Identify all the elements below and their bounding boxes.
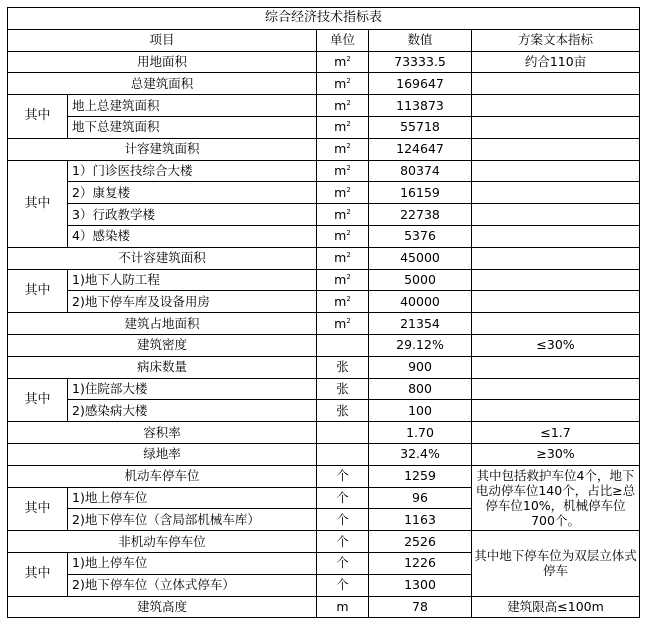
unit-cell: 张 — [317, 378, 369, 400]
unit-superscript: 2 — [346, 142, 351, 151]
table-row — [8, 291, 640, 313]
unit-superscript: 2 — [346, 163, 351, 172]
unit-superscript: 2 — [346, 294, 351, 303]
qizhong-label: 其中 — [8, 160, 68, 247]
row-label: 2)地下停车位（含局部机械车库） — [68, 509, 317, 531]
table-row — [8, 247, 640, 269]
table-row — [8, 95, 640, 117]
unit-superscript: 2 — [346, 76, 351, 85]
unit-cell — [317, 443, 369, 465]
unit-superscript: 2 — [346, 272, 351, 281]
value-cell: 2526 — [369, 531, 472, 553]
table-row — [8, 422, 640, 444]
value-cell: 900 — [369, 356, 472, 378]
value-cell: 169647 — [369, 73, 472, 95]
table-row — [8, 182, 640, 204]
note-cell — [472, 95, 640, 117]
unit-cell: 个 — [317, 509, 369, 531]
value-cell: 800 — [369, 378, 472, 400]
note-cell-bike: 其中地下停车位为双层立体式停车 — [472, 531, 640, 596]
value-cell: 5000 — [369, 269, 472, 291]
value-cell: 29.12% — [369, 334, 472, 356]
value-cell: 113873 — [369, 95, 472, 117]
row-label: 1)地下人防工程 — [68, 269, 317, 291]
unit-superscript: 2 — [346, 316, 351, 325]
row-label: 2）康复楼 — [68, 182, 317, 204]
row-label: 建筑密度 — [8, 334, 317, 356]
table-row — [8, 313, 640, 335]
value-cell: 55718 — [369, 116, 472, 138]
unit-cell: 个 — [317, 574, 369, 596]
row-label: 3）行政教学楼 — [68, 204, 317, 226]
unit-cell: $m^2$ — [317, 291, 369, 313]
table-row — [8, 596, 640, 618]
unit-superscript: 2 — [346, 251, 351, 259]
header-row — [8, 29, 640, 51]
indicator-table-wrapper — [7, 7, 640, 618]
table-row — [8, 73, 640, 95]
table-row — [8, 269, 640, 291]
unit-cell: $m^2$ — [317, 247, 369, 269]
row-label: 地下总建筑面积 — [68, 116, 317, 138]
note-cell — [472, 116, 640, 138]
value-cell: 5376 — [369, 225, 472, 247]
value-cell: 96 — [369, 487, 472, 509]
note-cell — [472, 378, 640, 400]
value-cell: 16159 — [369, 182, 472, 204]
unit-cell: $m^2$ — [317, 225, 369, 247]
unit-cell: 个 — [317, 465, 369, 487]
value-cell: 80374 — [369, 160, 472, 182]
value-cell: 22738 — [369, 204, 472, 226]
unit-cell: 个 — [317, 552, 369, 574]
value-cell: 1259 — [369, 465, 472, 487]
value-cell: 73333.5 — [369, 51, 472, 73]
value-cell: 40000 — [369, 291, 472, 313]
row-label: 建筑占地面积 — [8, 313, 317, 335]
table-row — [8, 356, 640, 378]
value-cell: 1.70 — [369, 422, 472, 444]
unit-cell: 张 — [317, 356, 369, 378]
note-cell — [472, 204, 640, 226]
note-cell: ≤1.7 — [472, 422, 640, 444]
row-label: 1)地上停车位 — [68, 487, 317, 509]
note-cell — [472, 138, 640, 160]
note-cell — [472, 225, 640, 247]
table-row — [8, 138, 640, 160]
unit-cell: $m^2$ — [317, 204, 369, 226]
qizhong-label: 其中 — [8, 552, 68, 596]
value-cell: 78 — [369, 596, 472, 618]
row-label: 2)感染病大楼 — [68, 400, 317, 422]
unit-cell: 个 — [317, 531, 369, 553]
header-unit: 单位 — [317, 29, 369, 51]
row-label: 非机动车停车位 — [8, 531, 317, 553]
value-cell: 1226 — [369, 552, 472, 574]
note-cell — [472, 269, 640, 291]
table-row — [8, 116, 640, 138]
row-label: 用地面积 — [8, 51, 317, 73]
unit-cell: $m^2$ — [317, 51, 369, 73]
unit-cell: $m^2$ — [317, 73, 369, 95]
unit-cell: $m^2$ — [317, 138, 369, 160]
row-label: 容积率 — [8, 422, 317, 444]
row-label: 2)地下停车库及设备用房 — [68, 291, 317, 313]
note-cell — [472, 160, 640, 182]
table-row — [8, 334, 640, 356]
row-label: 4）感染楼 — [68, 225, 317, 247]
unit-superscript: 2 — [346, 229, 351, 238]
unit-cell: $m^2$ — [317, 313, 369, 335]
indicator-table — [7, 7, 640, 618]
unit-cell: $m^2$ — [317, 182, 369, 204]
qizhong-label: 其中 — [8, 269, 68, 313]
value-cell: 45000 — [369, 247, 472, 269]
table-row — [8, 400, 640, 422]
note-cell: 建筑限高≤100m — [472, 596, 640, 618]
row-label: 建筑高度 — [8, 596, 317, 618]
unit-cell: $m^2$ — [317, 95, 369, 117]
title-row — [8, 8, 640, 30]
note-cell — [472, 247, 640, 269]
unit-cell: 个 — [317, 487, 369, 509]
note-cell — [472, 182, 640, 204]
unit-cell — [317, 334, 369, 356]
note-cell: ≥30% — [472, 443, 640, 465]
note-cell — [472, 313, 640, 335]
table-row — [8, 378, 640, 400]
unit-superscript: 2 — [346, 207, 351, 216]
table-row — [8, 531, 640, 553]
table-row — [8, 51, 640, 73]
table-row — [8, 225, 640, 247]
row-label: 不计容建筑面积 — [8, 247, 317, 269]
header-value: 数值 — [369, 29, 472, 51]
row-label: 地上总建筑面积 — [68, 95, 317, 117]
unit-superscript: 2 — [346, 120, 351, 129]
note-cell-parking: 其中包括救护车位4个，地下电动停车位140个，占比≥总停车位10%，机械停车位700个。 — [472, 465, 640, 530]
qizhong-label: 其中 — [8, 487, 68, 531]
header-note: 方案文本指标 — [472, 29, 640, 51]
table-row — [8, 160, 640, 182]
qizhong-label: 其中 — [8, 378, 68, 422]
unit-cell: $m^2$ — [317, 160, 369, 182]
note-cell — [472, 400, 640, 422]
qizhong-label: 其中 — [8, 95, 68, 139]
row-label: 2)地下停车位（立体式停车） — [68, 574, 317, 596]
table-title: 综合经济技术指标表 — [8, 8, 640, 30]
unit-superscript: 2 — [346, 98, 351, 107]
table-row — [8, 465, 640, 487]
row-label: 绿地率 — [8, 443, 317, 465]
table-row — [8, 443, 640, 465]
unit-cell: 张 — [317, 400, 369, 422]
unit-superscript: 2 — [346, 185, 351, 194]
note-cell: 约合110亩 — [472, 51, 640, 73]
value-cell: 21354 — [369, 313, 472, 335]
row-label: 1)地上停车位 — [68, 552, 317, 574]
note-cell — [472, 356, 640, 378]
unit-cell: m — [317, 596, 369, 618]
unit-superscript: 2 — [346, 54, 351, 63]
row-label: 病床数量 — [8, 356, 317, 378]
row-label: 计容建筑面积 — [8, 138, 317, 160]
note-cell — [472, 73, 640, 95]
unit-cell: $m^2$ — [317, 116, 369, 138]
unit-cell — [317, 422, 369, 444]
value-cell: 124647 — [369, 138, 472, 160]
note-cell: ≤30% — [472, 334, 640, 356]
row-label: 机动车停车位 — [8, 465, 317, 487]
note-cell — [472, 291, 640, 313]
value-cell: 1163 — [369, 509, 472, 531]
row-label: 1)住院部大楼 — [68, 378, 317, 400]
row-label: 1）门诊医技综合大楼 — [68, 160, 317, 182]
table-row — [8, 204, 640, 226]
header-item: 项目 — [8, 29, 317, 51]
row-label: 总建筑面积 — [8, 73, 317, 95]
value-cell: 32.4% — [369, 443, 472, 465]
value-cell: 1300 — [369, 574, 472, 596]
unit-cell: $m^2$ — [317, 269, 369, 291]
value-cell: 100 — [369, 400, 472, 422]
